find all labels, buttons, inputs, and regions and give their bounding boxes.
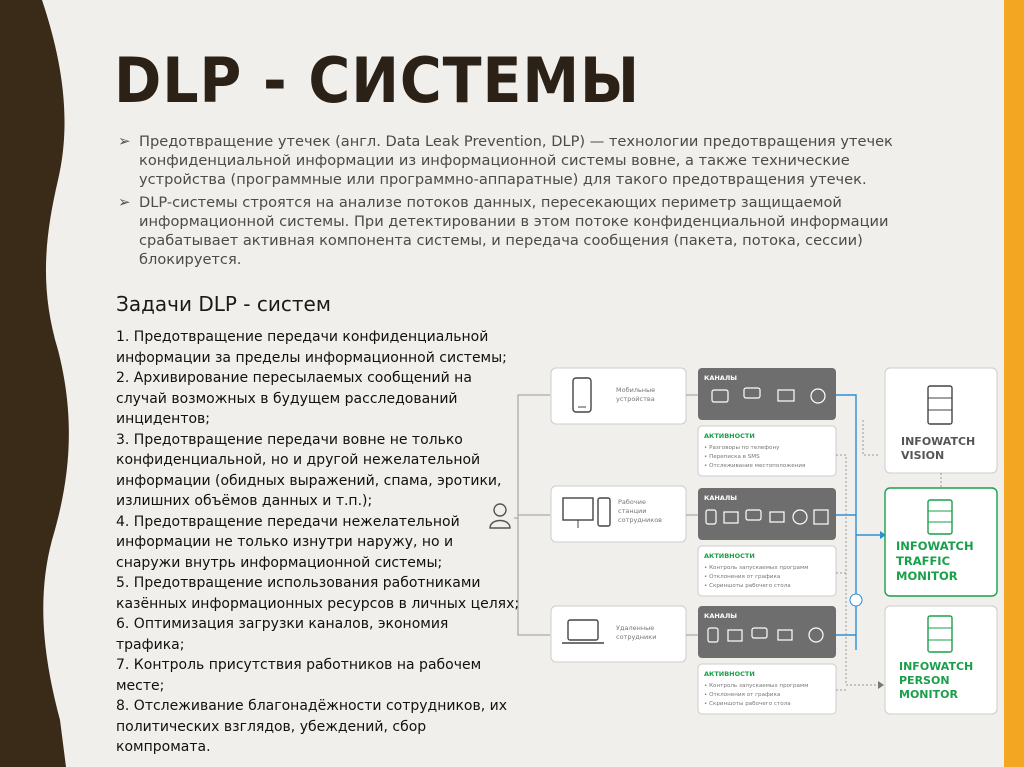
bullet-item: [118, 193, 918, 269]
product-person-monitor: [885, 606, 997, 714]
device-workstation: [551, 486, 686, 542]
device-mobile: [551, 368, 686, 424]
flow-lines: [836, 395, 886, 690]
tasks-list: [116, 327, 521, 758]
activity-box: [698, 664, 836, 714]
activity-item: • Контроль запускаемых программ: [704, 565, 809, 571]
product-name: MONITOR: [899, 688, 958, 701]
product-name: VISION: [901, 449, 945, 462]
device-label: устройства: [616, 395, 655, 403]
activity-label: АКТИВНОСТИ: [704, 552, 755, 560]
task-item: 1. Предотвращение передачи конфиденциальной информации за пределы информационной системы;: [116, 329, 507, 366]
activity-item: • Переписка в SMS: [704, 454, 760, 460]
left-wavy-border: [0, 0, 69, 767]
task-item: 2. Архивирование пересылаемых сообщений на случай возможных в будущем расследований инцидентов;: [116, 370, 472, 427]
arrow-icon: [878, 681, 884, 689]
task-item: 3. Предотвращение передачи вовне не только конфиденциальной, но и другой нежелательной информации (обидных выражений, спама, эротики, излишних объёмов данных и т.п.);: [116, 431, 502, 509]
activity-box: [698, 546, 836, 596]
product-traffic-monitor: [885, 488, 997, 596]
task-item: 4. Предотвращение передачи нежелательной информации не только изнутри наружу, но и снаружи внутрь информационной системы;: [116, 513, 460, 571]
user-icon: [490, 504, 510, 528]
product-name: INFOWATCH: [896, 539, 974, 553]
task-item: 8. Отслеживание благонадёжности сотрудников, их политических взглядов, убеждений, сбор компромата.: [116, 698, 508, 755]
device-label: сотрудников: [618, 516, 663, 524]
task-item: 5. Предотвращение использования работниками казённых информационных ресурсов в личных целях;: [116, 575, 520, 612]
slide-title: DLP - СИСТЕМЫ: [114, 44, 641, 117]
device-label: сотрудники: [616, 633, 657, 641]
product-name: INFOWATCH: [899, 660, 974, 673]
activity-item: • Скриншоты рабочего стола: [704, 583, 791, 589]
intro-bullets: [118, 132, 918, 273]
bullet-item: [118, 132, 918, 189]
channels-label: КАНАЛЫ: [704, 494, 737, 502]
device-laptop: [551, 606, 686, 662]
channels-box: [698, 368, 836, 420]
activity-item: • Отклонения от графика: [704, 574, 781, 580]
product-name: MONITOR: [896, 569, 958, 583]
section-title: Задачи DLP - систем: [116, 292, 331, 316]
activity-item: • Контроль запускаемых программ: [704, 683, 809, 689]
device-label: Мобильные: [616, 386, 656, 394]
task-item: 6. Оптимизация загрузки каналов, экономия трафика;: [116, 616, 449, 653]
activity-item: • Разговоры по телефону: [704, 445, 780, 451]
connector-lines: [514, 395, 550, 635]
channels-box: [698, 488, 836, 540]
product-name: INFOWATCH: [901, 435, 976, 448]
right-side-bar: [1004, 0, 1024, 767]
bullet-text: Предотвращение утечек (англ. Data Leak Prevention, DLP) — технологии предотвращения утечек конфиденциальной информации из информационной системы вовне, а также технические устройства (программные или программно-аппаратные) для такого предотвращения утечек.: [139, 133, 893, 188]
device-label: Рабочие: [618, 498, 646, 506]
channels-box: [698, 606, 836, 658]
channels-label: КАНАЛЫ: [704, 612, 737, 620]
device-to-channel-lines: [686, 395, 698, 635]
product-vision: [885, 368, 997, 473]
channels-label: КАНАЛЫ: [704, 374, 737, 382]
device-label: станции: [618, 507, 647, 515]
product-name: TRAFFIC: [896, 554, 951, 568]
arrow-bullet-icon: ➢: [118, 193, 131, 211]
activity-item: • Скриншоты рабочего стола: [704, 701, 791, 707]
activity-label: АКТИВНОСТИ: [704, 670, 755, 678]
bullet-text: DLP-системы строятся на анализе потоков данных, пересекающих периметр защищаемой информационной системы. При детектировании в этом потоке конфиденциальной информации срабатывает активная компонента системы, и передача сообщения (пакета, потока, сессии) блокируется.: [139, 194, 889, 268]
task-item: 7. Контроль присутствия работников на рабочем месте;: [116, 657, 482, 694]
activity-item: • Отклонения от графика: [704, 692, 781, 698]
infowatch-diagram: [488, 360, 998, 720]
activity-label: АКТИВНОСТИ: [704, 432, 755, 440]
activity-box: [698, 426, 836, 476]
arrow-bullet-icon: ➢: [118, 132, 131, 150]
product-name: PERSON: [899, 674, 950, 687]
device-label: Удаленные: [616, 624, 655, 632]
activity-item: • Отслеживание местоположения: [704, 463, 806, 469]
lock-icon: [850, 594, 862, 606]
